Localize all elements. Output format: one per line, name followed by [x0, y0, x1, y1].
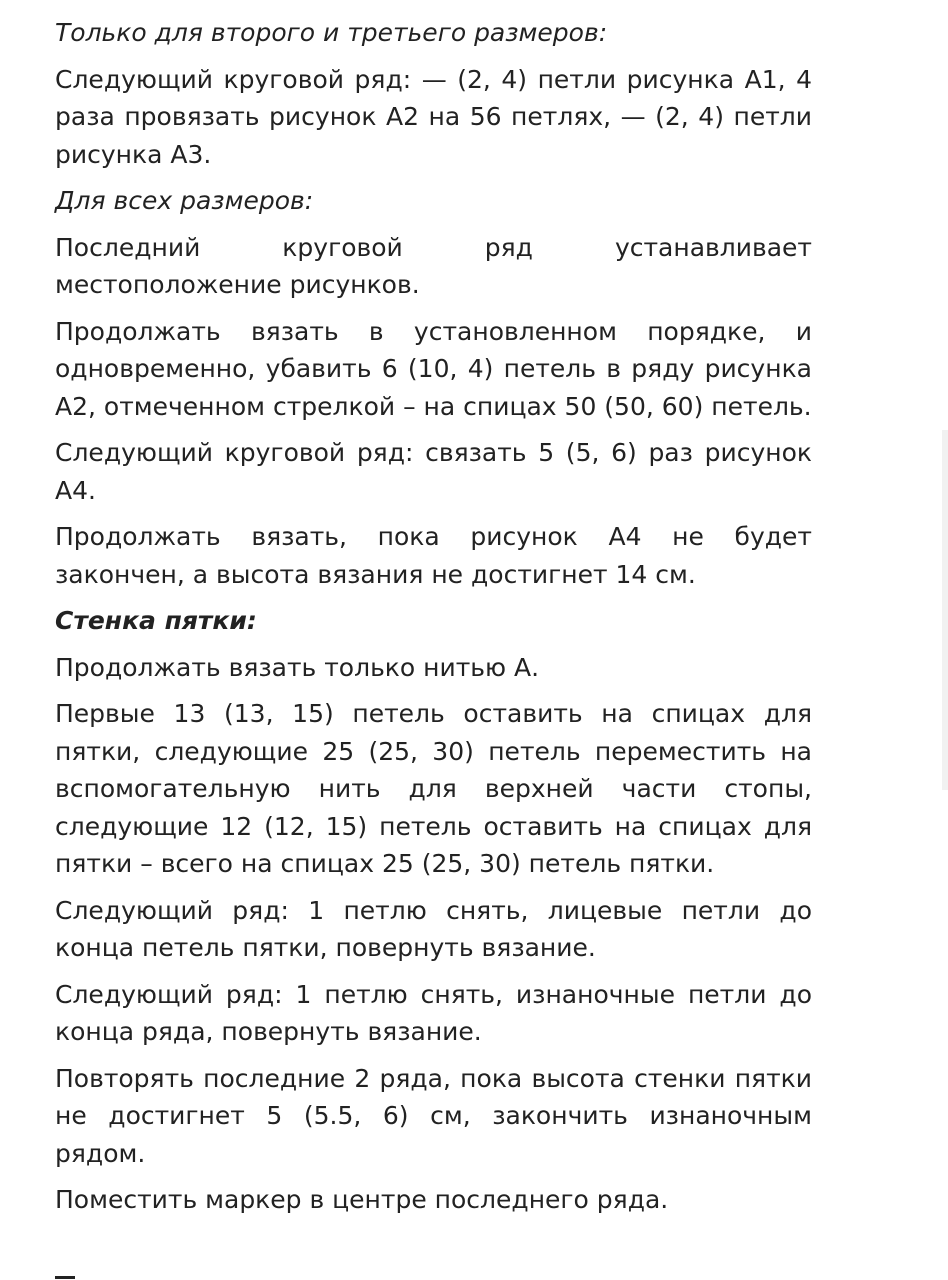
paragraph-next-round-a1-a2-a3: Следующий круговой ряд: — (2, 4) петли рисунка А1, 4 раза провязать рисунок А2 на 56 петлях, — (2, 4) петли рисунка А3. [55, 64, 812, 169]
paragraph-yarn-a: Продолжать вязать только нитью А. [55, 652, 540, 682]
paragraph-purl-row: Следующий ряд: 1 петлю снять, изнаночные петли до конца ряда, повернуть вязание. [55, 979, 812, 1046]
paragraph-last-round: Последний круговой ряд устанавливает местоположение рисунков. [55, 232, 812, 299]
subheading-all-sizes: Для всех размеров: [55, 186, 314, 215]
paragraph-pattern-a4: Следующий круговой ряд: связать 5 (5, 6) раз рисунок А4. [55, 438, 812, 505]
paragraph-knit-row: Следующий ряд: 1 петлю снять, лицевые петли до конца петель пятки, повернуть вязание. [55, 895, 812, 962]
paragraph-continue-14cm: Продолжать вязать, пока рисунок А4 не будет закончен, а высота вязания не достигнет 14 см. [55, 522, 812, 589]
cutoff-next-line [55, 1268, 83, 1280]
section-heading-heel-flap: Стенка пятки: [55, 606, 257, 635]
subheading-sizes-2-3: Только для второго и третьего размеров: [55, 18, 608, 47]
instructions-text [55, 14, 812, 1228]
paragraph-decrease: Продолжать вязать в установленном порядке, и одновременно, убавить 6 (10, 4) петель в ряду рисунка А2, отмеченном стрелкой – на спицах 50 (50, 60) петель. [55, 316, 812, 421]
paragraph-place-marker: Поместить маркер в центре последнего ряда. [55, 1185, 669, 1214]
paragraph-repeat-rows: Повторять последние 2 ряда, пока высота стенки пятки не достигнет 5 (5.5, 6) см, закончить изнаночным рядом. [55, 1063, 812, 1168]
paragraph-heel-stitches: Первые 13 (13, 15) петель оставить на спицах для пятки, следующие 25 (25, 30) петель переместить на вспомогательную нить для верхней части стопы, следующие 12 (12, 15) петель оставить на спицах для пятки – всего на спицах 25 (25, 30) петель пятки. [55, 699, 812, 878]
edge-shadow [942, 430, 948, 790]
